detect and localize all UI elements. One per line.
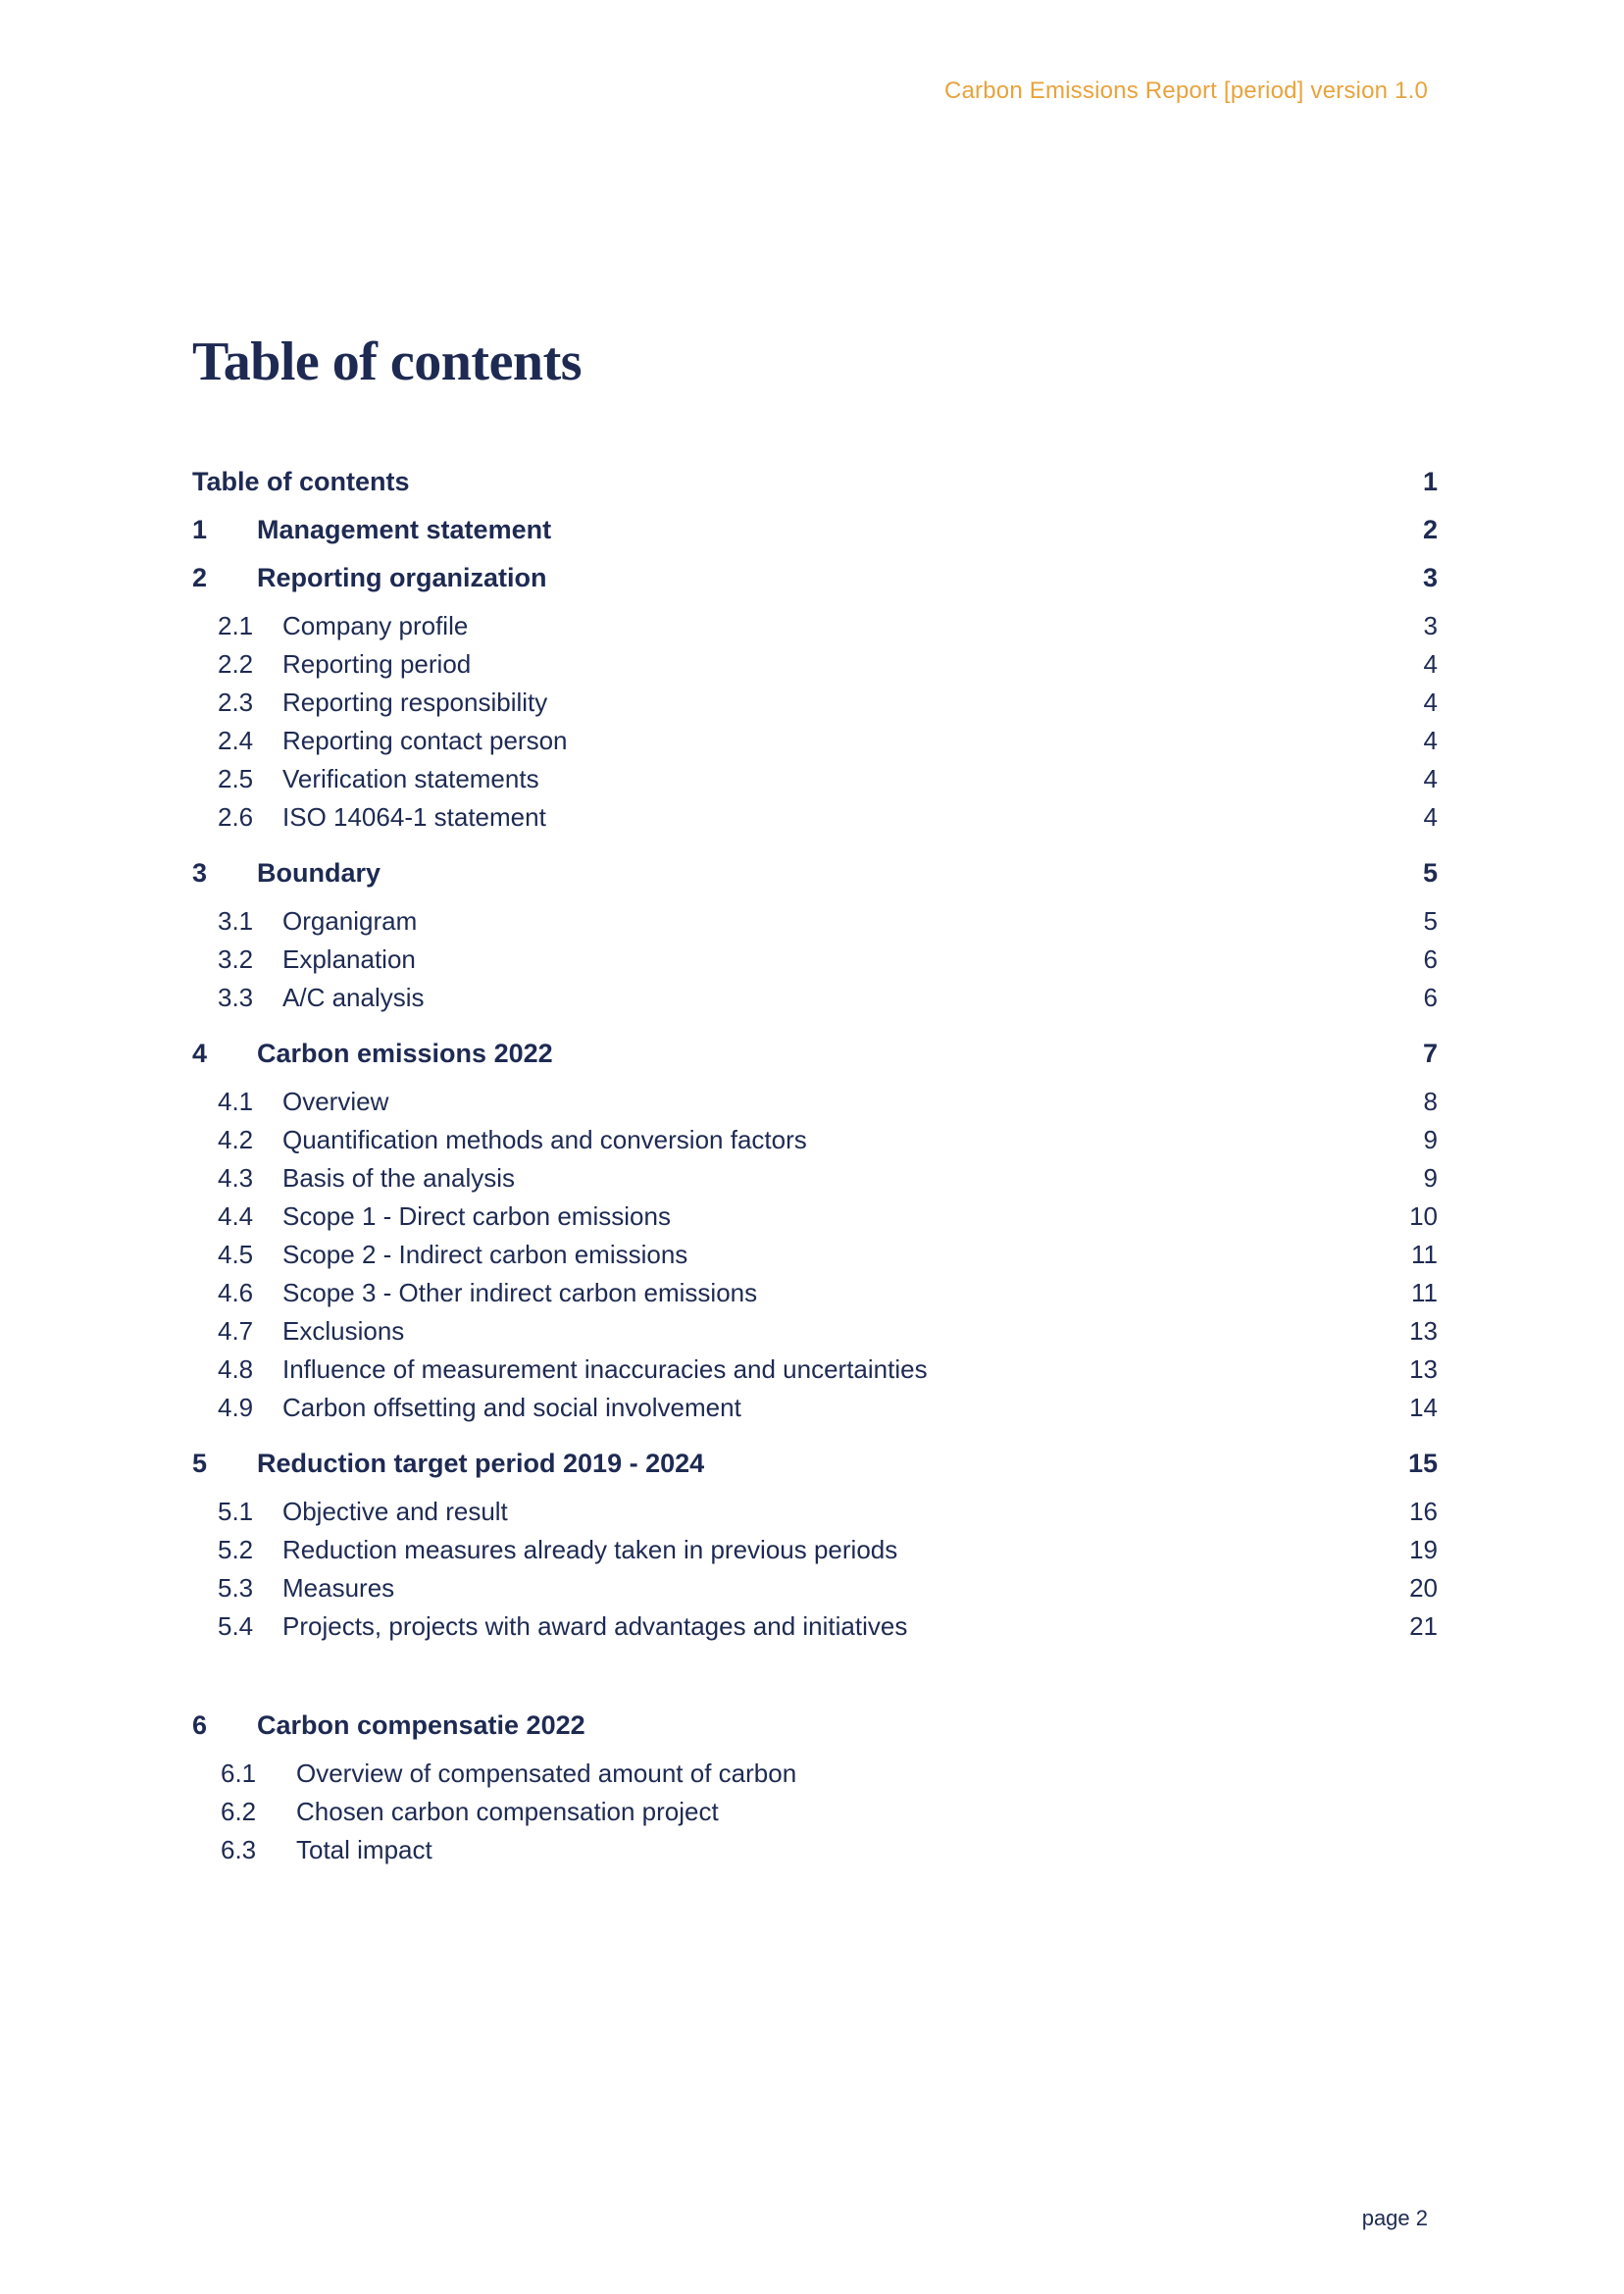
- toc-entry-number: 3: [192, 858, 208, 888]
- toc-entry-label: Influence of measurement inaccuracies and uncertainties: [282, 1354, 928, 1384]
- toc-entry-number: 4: [192, 1039, 208, 1068]
- toc-entry[interactable]: [192, 1451, 1438, 1477]
- toc-entry-label: Scope 3 - Other indirect carbon emissions: [282, 1278, 758, 1307]
- toc-entry-number: 5: [192, 1449, 208, 1478]
- toc-entry-number: 3.2: [218, 944, 254, 974]
- toc-entry-number: 4.4: [218, 1201, 254, 1231]
- toc-entry[interactable]: [192, 469, 1438, 495]
- toc-entry[interactable]: [192, 565, 1438, 591]
- toc-entry[interactable]: [192, 651, 1438, 677]
- toc-entry-label: Scope 2 - Indirect carbon emissions: [282, 1240, 688, 1269]
- toc-entry[interactable]: [192, 1280, 1438, 1305]
- toc-entry-page-number: 4: [1423, 726, 1438, 755]
- toc-entry-page-number: 2: [1422, 515, 1438, 544]
- toc-entry[interactable]: [192, 1127, 1438, 1152]
- toc-entry[interactable]: [192, 766, 1438, 791]
- toc-entry-label: Basis of the analysis: [282, 1163, 516, 1193]
- toc-entry[interactable]: [192, 1613, 1438, 1639]
- toc-entry[interactable]: [192, 1712, 1438, 1739]
- toc-entry[interactable]: [192, 804, 1438, 830]
- toc-entry-page-number: 1: [1422, 467, 1438, 496]
- toc-entry-number: 2.4: [218, 726, 254, 755]
- toc-entry-page-number: 6: [1423, 944, 1438, 974]
- toc-entry-label: Table of contents: [192, 467, 410, 496]
- toc-entry-label: Projects, projects with award advantages and initiatives: [282, 1611, 908, 1641]
- toc-entry-number: 6: [192, 1710, 208, 1740]
- toc-entry-label: A/C analysis: [282, 983, 425, 1012]
- toc-entry-number: 4.7: [218, 1316, 254, 1346]
- toc-entry[interactable]: [192, 1760, 1438, 1786]
- toc-entry-label: Overview of compensated amount of carbon: [296, 1759, 797, 1788]
- toc-entry-label: Organigram: [282, 906, 418, 936]
- toc-entry-label: Total impact: [296, 1835, 432, 1864]
- toc-entry-label: Reporting contact person: [282, 726, 568, 755]
- toc-entry[interactable]: [192, 1395, 1438, 1420]
- toc-entry-label: Measures: [282, 1573, 395, 1603]
- toc-entry-label: Overview: [282, 1087, 389, 1116]
- toc-entry-page-number: 5: [1423, 906, 1438, 936]
- toc-entry-number: 2.5: [218, 764, 254, 793]
- toc-entry-page-number: 4: [1423, 802, 1438, 832]
- toc-entry[interactable]: [192, 1203, 1438, 1229]
- toc-entry-number: 5.1: [218, 1497, 254, 1526]
- toc-entry-number: 2.3: [218, 688, 254, 717]
- section-spacer: [192, 1652, 1438, 1712]
- table-of-contents: [192, 469, 1438, 1875]
- toc-entry-label: Reporting organization: [257, 563, 547, 592]
- toc-entry-number: 6.3: [221, 1835, 257, 1864]
- toc-entry-page-number: 3: [1423, 611, 1438, 640]
- toc-entry-number: 5.4: [218, 1611, 254, 1641]
- toc-entry-label: Boundary: [257, 858, 381, 888]
- toc-entry[interactable]: [192, 908, 1438, 934]
- toc-entry-label: Reduction target period 2019 - 2024: [257, 1449, 705, 1478]
- page-title: Table of contents: [192, 331, 583, 392]
- toc-entry-label: Company profile: [282, 611, 469, 640]
- toc-entry[interactable]: [192, 1165, 1438, 1191]
- toc-entry-page-number: 8: [1423, 1087, 1438, 1116]
- toc-entry-number: 6.2: [221, 1797, 257, 1826]
- toc-entry[interactable]: [192, 1041, 1438, 1067]
- toc-entry-page-number: 9: [1423, 1163, 1438, 1193]
- toc-entry[interactable]: [192, 1089, 1438, 1114]
- toc-entry-number: 3.1: [218, 906, 254, 936]
- toc-entry[interactable]: [192, 1356, 1438, 1382]
- toc-entry[interactable]: [192, 860, 1438, 887]
- toc-entry-label: Carbon emissions 2022: [257, 1039, 553, 1068]
- toc-entry-page-number: 14: [1409, 1393, 1438, 1422]
- toc-entry-label: Objective and result: [282, 1497, 508, 1526]
- toc-entry-label: Reduction measures already taken in previous periods: [282, 1535, 898, 1564]
- toc-entry-label: Chosen carbon compensation project: [296, 1797, 719, 1826]
- toc-entry-label: Exclusions: [282, 1316, 405, 1346]
- toc-entry[interactable]: [192, 985, 1438, 1010]
- toc-entry-label: ISO 14064-1 statement: [282, 802, 546, 832]
- toc-entry-page-number: 19: [1409, 1535, 1438, 1564]
- toc-entry-label: Verification statements: [282, 764, 539, 793]
- toc-entry[interactable]: [192, 1575, 1438, 1601]
- toc-entry-page-number: 7: [1422, 1039, 1438, 1068]
- toc-entry[interactable]: [192, 1318, 1438, 1344]
- toc-entry-label: Management statement: [257, 515, 552, 544]
- toc-entry-page-number: 11: [1411, 1240, 1438, 1269]
- footer-page-label: page 2: [1361, 2206, 1428, 2230]
- toc-entry-number: 1: [192, 515, 208, 544]
- toc-entry-page-number: 3: [1422, 563, 1438, 592]
- toc-entry-number: 2.2: [218, 649, 254, 679]
- toc-entry-page-number: 21: [1409, 1611, 1438, 1641]
- toc-entry-label: Scope 1 - Direct carbon emissions: [282, 1201, 671, 1231]
- toc-entry-label: Carbon offsetting and social involvement: [282, 1393, 741, 1422]
- toc-entry-number: 4.8: [218, 1354, 254, 1384]
- toc-entry[interactable]: [192, 1799, 1438, 1824]
- toc-entry-label: Reporting responsibility: [282, 688, 548, 717]
- toc-entry-label: Carbon compensatie 2022: [257, 1710, 585, 1740]
- toc-entry-number: 4.5: [218, 1240, 254, 1269]
- toc-entry-number: 2.6: [218, 802, 254, 832]
- toc-entry-page-number: 13: [1409, 1354, 1438, 1384]
- toc-entry-number: 3.3: [218, 983, 254, 1012]
- toc-entry-number: 4.6: [218, 1278, 254, 1307]
- toc-entry-page-number: 10: [1409, 1201, 1438, 1231]
- toc-entry-page-number: 4: [1423, 688, 1438, 717]
- toc-entry-page-number: 15: [1407, 1449, 1438, 1478]
- toc-entry-number: 2: [192, 563, 208, 592]
- toc-entry-page-number: 4: [1423, 764, 1438, 793]
- toc-entry-number: 2.1: [218, 611, 254, 640]
- toc-entry-label: Reporting period: [282, 649, 472, 679]
- toc-entry-number: 4.1: [218, 1087, 254, 1116]
- toc-entry-number: 5.3: [218, 1573, 254, 1603]
- toc-entry-page-number: 13: [1409, 1316, 1438, 1346]
- toc-entry-page-number: 5: [1422, 858, 1438, 888]
- toc-entry-page-number: 6: [1423, 983, 1438, 1012]
- toc-entry[interactable]: [192, 1537, 1438, 1562]
- toc-entry[interactable]: [192, 613, 1438, 638]
- toc-entry-number: 4.2: [218, 1125, 254, 1154]
- toc-entry-number: 6.1: [221, 1759, 257, 1788]
- toc-entry-number: 5.2: [218, 1535, 254, 1564]
- toc-entry[interactable]: [192, 1499, 1438, 1524]
- toc-entry-number: 4.3: [218, 1163, 254, 1193]
- toc-entry[interactable]: [192, 728, 1438, 753]
- toc-entry-page-number: 16: [1409, 1497, 1438, 1526]
- toc-entry-number: 4.9: [218, 1393, 254, 1422]
- running-header: Carbon Emissions Report [period] version 1.0: [943, 77, 1428, 104]
- toc-entry[interactable]: [192, 1837, 1438, 1862]
- toc-entry-page-number: 20: [1409, 1573, 1438, 1603]
- toc-entry-page-number: 4: [1423, 649, 1438, 679]
- toc-entry-page-number: 11: [1411, 1278, 1438, 1307]
- toc-entry-label: Quantification methods and conversion factors: [282, 1125, 807, 1154]
- toc-entry[interactable]: [192, 946, 1438, 972]
- toc-entry[interactable]: [192, 1242, 1438, 1267]
- toc-entry[interactable]: [192, 689, 1438, 715]
- toc-entry-label: Explanation: [282, 944, 416, 974]
- toc-entry-page-number: 9: [1423, 1125, 1438, 1154]
- toc-entry[interactable]: [192, 517, 1438, 543]
